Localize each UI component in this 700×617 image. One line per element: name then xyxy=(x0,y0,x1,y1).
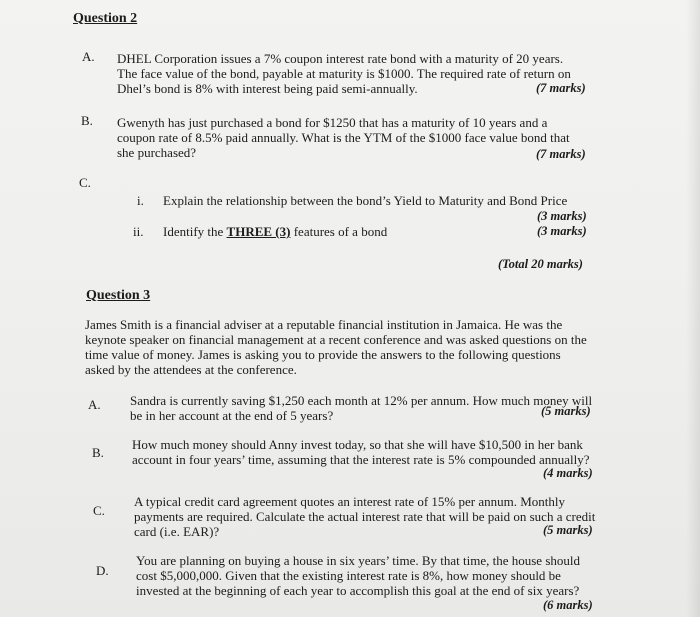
q3-part-d-line-2: cost $5,000,000. Given that the existing interest rate is 8%, how money should be xyxy=(136,568,561,583)
q2-part-a-marks: (7 marks) xyxy=(536,81,586,95)
q3-intro-line-1: James Smith is a financial adviser at a reputable financial institution in Jamaica. He was the xyxy=(85,317,563,332)
q3-part-a-line-2: be in her account at the end of 5 years? xyxy=(130,408,334,423)
q2-part-c-i-marks: (3 marks) xyxy=(537,209,587,223)
q2-part-c-ii-number: ii. xyxy=(133,224,144,239)
q2-part-c-ii-text-emphasis: THREE (3) xyxy=(226,224,291,239)
q3-part-c-line-1: A typical credit card agreement quotes an interest rate of 15% per annum. Monthly xyxy=(134,494,566,509)
q3-part-b-marks: (4 marks) xyxy=(543,466,593,480)
q2-part-a-line-2: The face value of the bond, payable at maturity is $1000. The required rate of return on xyxy=(117,66,571,81)
q2-part-c-ii-text xyxy=(163,224,387,239)
q3-part-d-marks: (6 marks) xyxy=(543,598,593,612)
q3-intro-line-2: keynote speaker on financial management at a recent conference and was asked questions on the xyxy=(85,332,587,347)
q3-part-a-line-1: Sandra is currently saving $1,250 each month at 12% per annum. How much money will xyxy=(130,393,593,408)
q3-part-c-label: C. xyxy=(93,503,105,518)
q3-part-d-line-1: You are planning on buying a house in six years’ time. By that time, the house should xyxy=(136,553,580,568)
page-edge-shadow xyxy=(686,0,700,617)
q2-part-b-line-3: she purchased? xyxy=(117,145,197,160)
q2-part-a-line-3: Dhel’s bond is 8% with interest being paid semi-annually. xyxy=(117,81,418,96)
q2-part-b-label: B. xyxy=(81,113,93,128)
q3-part-b-label: B. xyxy=(92,445,104,460)
q3-part-d-line-3: invested at the beginning of each year to accomplish this goal at the end of six years? xyxy=(136,583,580,598)
q2-part-a-line-1: DHEL Corporation issues a 7% coupon interest rate bond with a maturity of 20 years. xyxy=(117,51,564,66)
q3-part-b-line-2: account in four years’ time, assuming that the interest rate is 5% compounded annually? xyxy=(132,452,590,467)
q3-part-b-line-1: How much money should Anny invest today, so that she will have $10,500 in her bank xyxy=(132,437,583,452)
q2-part-c-i-text: Explain the relationship between the bond’s Yield to Maturity and Bond Price xyxy=(163,193,568,208)
question-3-heading: Question 3 xyxy=(86,288,151,303)
q3-intro-line-4: asked by the attendees at the conference. xyxy=(85,362,297,377)
q2-part-c-ii-marks: (3 marks) xyxy=(537,224,587,238)
q2-part-b-line-1: Gwenyth has just purchased a bond for $1250 that has a maturity of 10 years and a xyxy=(117,115,548,130)
q3-part-a-label: A. xyxy=(88,397,101,412)
q3-intro-line-3: time value of money. James is asking you to provide the answers to the following questions xyxy=(85,347,561,362)
q2-part-c-ii-text-post: features of a bond xyxy=(293,224,388,239)
q3-part-a-marks: (5 marks) xyxy=(541,404,591,418)
q3-part-c-marks: (5 marks) xyxy=(543,523,593,537)
q3-part-d-label: D. xyxy=(96,563,109,578)
q3-part-c-line-2: payments are required. Calculate the actual interest rate that will be paid on such a credit xyxy=(134,509,596,524)
q2-part-c-i-number: i. xyxy=(137,193,144,208)
q2-part-b-line-2: coupon rate of 8.5% paid annually. What is the YTM of the $1000 face value bond that xyxy=(117,130,570,145)
q2-part-c-label: C. xyxy=(79,175,91,190)
q2-part-a-label: A. xyxy=(82,49,95,64)
question-2-heading: Question 2 xyxy=(73,11,138,26)
q2-total-marks: (Total 20 marks) xyxy=(498,257,583,271)
q3-part-c-line-3: card (i.e. EAR)? xyxy=(134,524,220,539)
q2-part-b-marks: (7 marks) xyxy=(536,147,586,161)
q2-part-c-ii-text-pre: Identify the xyxy=(163,224,224,239)
